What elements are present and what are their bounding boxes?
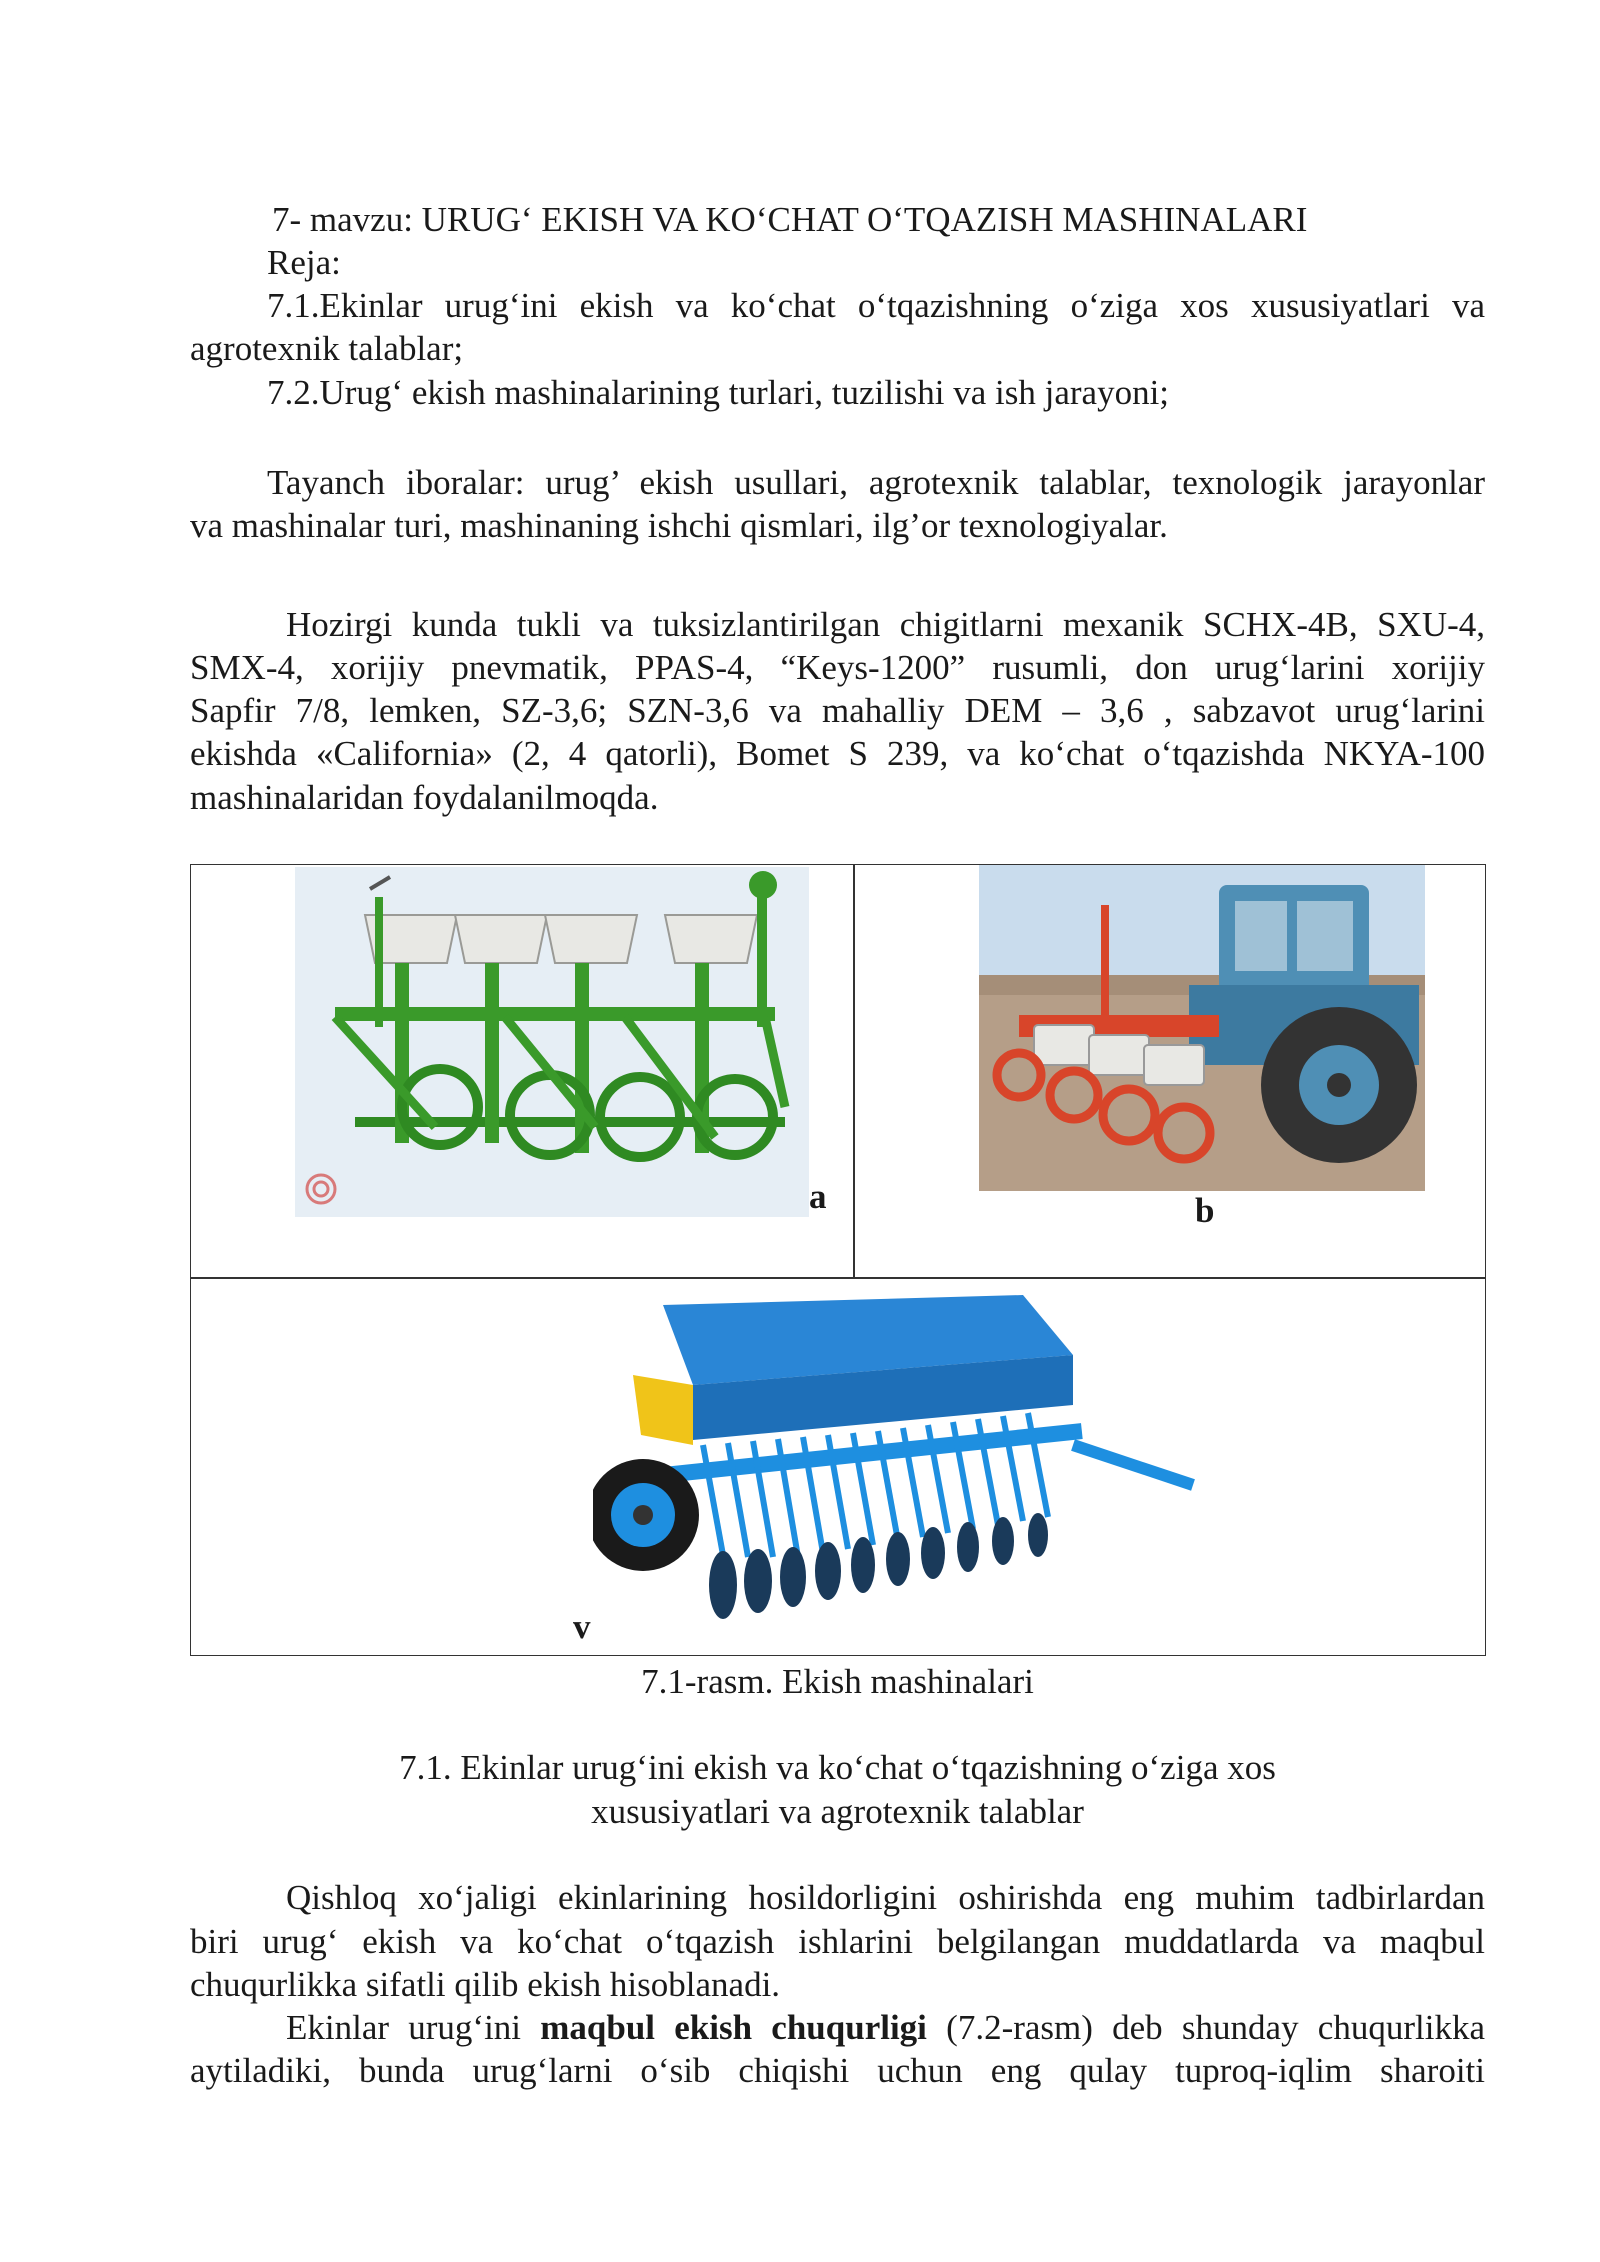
- keywords-line1: Tayanch iboralar: urug’ ekish usullari, agrotexnik talablar, texnologik jarayonlar: [267, 463, 1485, 502]
- figure-label-v: v: [573, 1607, 591, 1646]
- image-blue-drill: [593, 1295, 1203, 1655]
- body-p1-line2: biri urug‘ ekish va ko‘chat o‘tqazish ishlarini belgilangan muddatlarda va maqbul: [190, 1922, 1485, 1961]
- intro-line4: ekishda «California» (2, 4 qatorli), Bomet S 239, va ko‘chat o‘tqazishda NKYA-100: [190, 734, 1485, 773]
- table-divider-horizontal: [191, 1277, 1485, 1279]
- intro-line3: Sapfir 7/8, lemken, SZ-3,6; SZN-3,6 va mahalliy DEM – 3,6 , sabzavot urug‘larini: [190, 691, 1485, 730]
- figure-caption: 7.1-rasm. Ekish mashinalari: [641, 1662, 1034, 1701]
- plan-label: Reja:: [267, 243, 341, 282]
- topic-heading: 7- mavzu: URUG‘ EKISH VA KO‘CHAT O‘TQAZISH MASHINALARI: [272, 200, 1308, 239]
- image-green-seeder: [295, 867, 809, 1217]
- table-divider-vertical: [853, 865, 855, 1277]
- section-title-line2: xususiyatlari va agrotexnik talablar: [591, 1792, 1084, 1831]
- body-p2-line1-pre: Ekinlar urug‘ini: [286, 2008, 541, 2047]
- plan-item-1-line1: 7.1.Ekinlar urug‘ini ekish va ko‘chat o‘tqazishning o‘ziga xos xususiyatlari va: [267, 286, 1485, 325]
- intro-line2: SMX-4, xorijiy pnevmatik, PPAS-4, “Keys-1200” rusumli, don urug‘larini xorijiy: [190, 648, 1485, 687]
- figure-label-b: b: [1195, 1191, 1215, 1230]
- body-p1-line1: Qishloq xo‘jaligi ekinlarining hosildorligini oshirishda eng muhim tadbirlardan: [286, 1878, 1485, 1917]
- body-p2-line1: [286, 2006, 1485, 2049]
- body-p1-line3: chuqurlikka sifatli qilib ekish hisoblanadi.: [190, 1965, 781, 2004]
- image-tractor-seeder: [979, 865, 1425, 1191]
- keywords-line2: va mashinalar turi, mashinaning ishchi qismlari, ilg’or texnologiyalar.: [190, 506, 1168, 545]
- body-p2-line1-post: (7.2-rasm) deb shunday chuqurlikka: [926, 2008, 1485, 2047]
- section-title-line1: 7.1. Ekinlar urug‘ini ekish va ko‘chat o‘tqazishning o‘ziga xos: [399, 1748, 1276, 1787]
- plan-item-2: 7.2.Urug‘ ekish mashinalarining turlari, tuzilishi va ish jarayoni;: [267, 373, 1170, 412]
- figure-label-a: a: [809, 1177, 827, 1216]
- figure-table: [190, 864, 1486, 1656]
- body-p2-line2: aytiladiki, bunda urug‘larni o‘sib chiqishi uchun eng qulay tuproq-iqlim sharoiti: [190, 2051, 1485, 2090]
- intro-line1: Hozirgi kunda tukli va tuksizlantirilgan chigitlarni mexanik SCHX-4B, SXU-4,: [286, 605, 1485, 644]
- plan-item-1-line2: agrotexnik talablar;: [190, 329, 464, 368]
- intro-line5: mashinalaridan foydalanilmoqda.: [190, 778, 659, 817]
- body-p2-line1-bold: maqbul ekish chuqurligi: [540, 2008, 927, 2047]
